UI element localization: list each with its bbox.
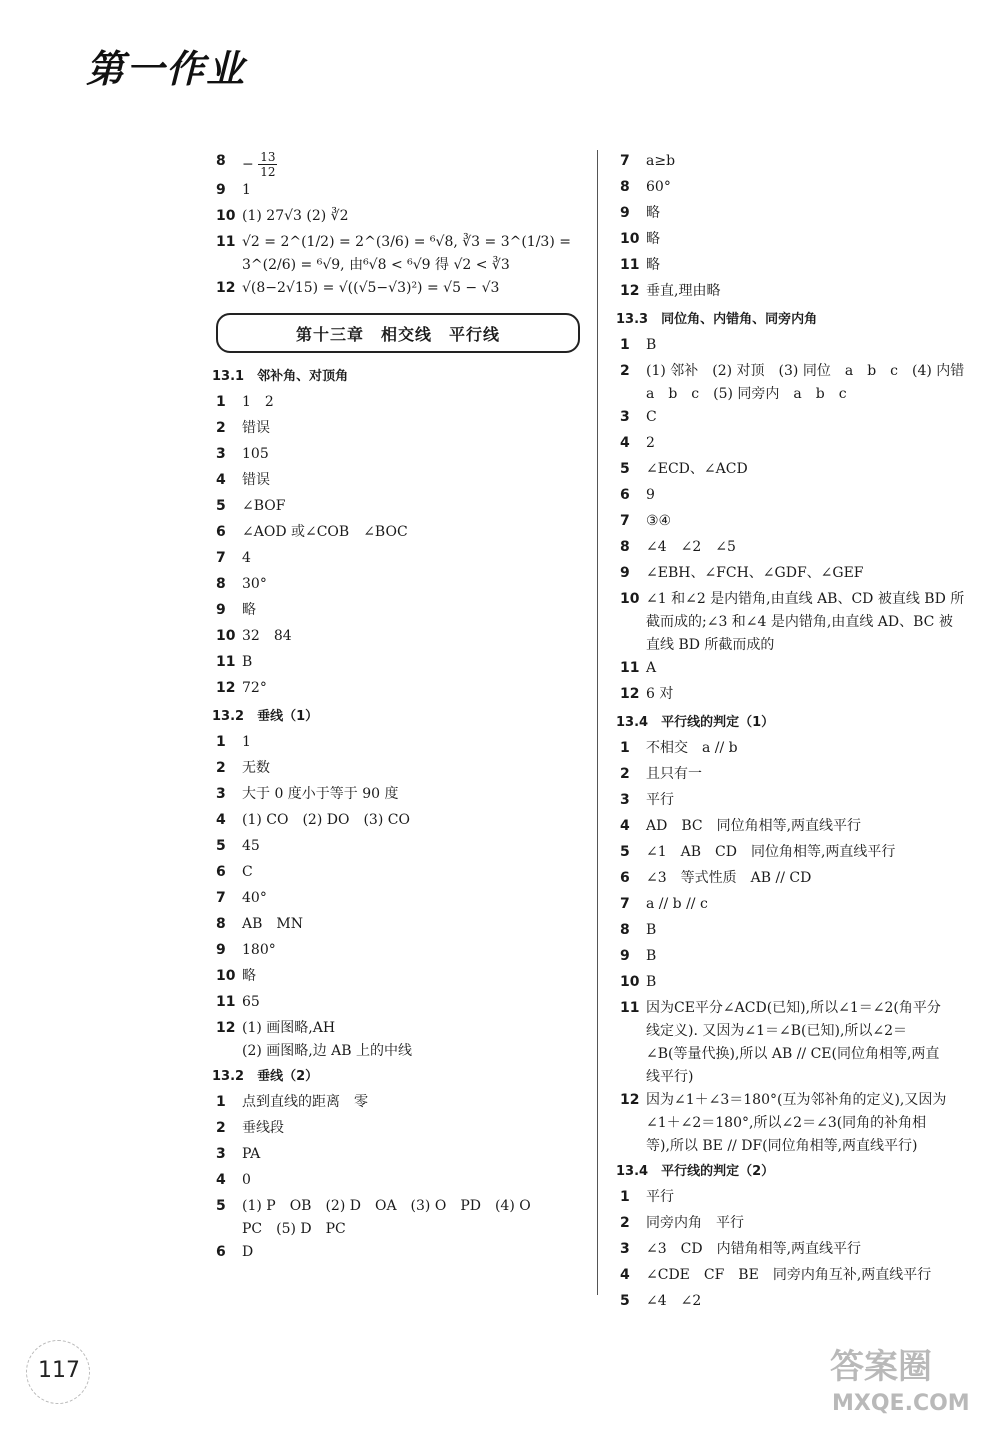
answer-item: [212, 391, 580, 417]
answer-item: [212, 757, 580, 783]
answer-item: [616, 254, 986, 280]
answer-item: [616, 1264, 986, 1290]
answer-item: [212, 443, 580, 469]
answer-item: [212, 783, 580, 809]
answer-number: 11: [216, 234, 236, 250]
answer-number: 5: [620, 1293, 630, 1309]
watermark-logo: [822, 1336, 982, 1416]
answer-text: 错误: [242, 472, 270, 488]
page-number: 117: [38, 1358, 80, 1383]
answer-item: [616, 510, 986, 536]
answer-text: 65: [242, 994, 260, 1010]
answer-item: [616, 588, 986, 657]
answer-number: 9: [216, 942, 226, 958]
answer-text: A: [646, 660, 657, 676]
answer-number: 4: [620, 818, 630, 834]
answer-text: a≥b: [646, 153, 676, 169]
answer-number: 1: [216, 734, 226, 750]
answer-item: [616, 841, 986, 867]
answer-text: PC (5) D PC: [242, 1221, 346, 1237]
answer-text: 线平行): [646, 1069, 694, 1085]
answer-number: 11: [620, 257, 640, 273]
section-title: 13.4 平行线的判定（1）: [616, 715, 775, 730]
answer-item: [616, 683, 986, 709]
answer-text: ∠1 AB CD 同位角相等,两直线平行: [646, 844, 896, 860]
answer-item: [616, 971, 986, 997]
answer-number: 6: [620, 870, 630, 886]
answer-text: (1) 邻补 (2) 对顶 (3) 同位 a b c (4) 内错: [646, 363, 965, 379]
answer-text: 180°: [242, 942, 276, 958]
section-title: 13.4 平行线的判定（2）: [616, 1164, 775, 1179]
answer-item: [212, 417, 580, 443]
answer-number: 10: [620, 591, 640, 607]
answer-number: 1: [620, 1189, 630, 1205]
answer-number: 12: [620, 283, 640, 299]
answer-text: ∠BOF: [242, 498, 286, 514]
answer-item: [212, 965, 580, 991]
answer-text: 线定义). 又因为∠1＝∠B(已知),所以∠2＝: [646, 1023, 908, 1039]
answer-text: (2) 画图略,边 AB 上的中线: [242, 1043, 413, 1059]
answer-text: 且只有一: [646, 766, 702, 782]
answer-number: 4: [620, 435, 630, 451]
answer-item: [212, 625, 580, 651]
answer-item: [616, 562, 986, 588]
answer-text: 105: [242, 446, 269, 462]
right-column: [616, 150, 986, 1316]
answer-text: a b c (5) 同旁内 a b c: [646, 386, 847, 402]
answer-text: B: [242, 654, 253, 670]
answer-text: 无数: [242, 760, 270, 776]
answer-text: ∠4 ∠2: [646, 1293, 702, 1309]
answer-item: [616, 484, 986, 510]
answer-number: 1: [620, 337, 630, 353]
answer-number: 9: [216, 182, 226, 198]
answer-number: 4: [216, 1172, 226, 1188]
left-sections: [212, 365, 580, 1267]
answer-text: (1) 画图略,AH: [242, 1020, 336, 1036]
answer-item: [212, 1091, 580, 1117]
answer-item: [616, 737, 986, 763]
section-title: 13.2 垂线（2）: [212, 1069, 319, 1084]
answer-number: 5: [620, 844, 630, 860]
answer-item: [616, 657, 986, 683]
answer-number: 2: [620, 363, 630, 379]
answer-item: [212, 599, 580, 625]
answer-text: 9: [646, 487, 655, 503]
answer-item: [212, 1143, 580, 1169]
answer-item: [212, 231, 580, 277]
answer-text: 点到直线的距离 零: [242, 1094, 368, 1110]
answer-text: C: [242, 864, 253, 880]
answer-text: ∠4 ∠2 ∠5: [646, 539, 736, 555]
answer-text: ∠1＋∠2＝180°,所以∠2＝∠3(同角的补角相: [646, 1115, 927, 1131]
answer-item: [616, 432, 986, 458]
answer-number: 2: [216, 420, 226, 436]
answer-item: [616, 763, 986, 789]
answer-number: 3: [620, 1241, 630, 1257]
answer-text: 截而成的;∠3 和∠4 是内错角,由直线 AD、BC 被: [646, 614, 953, 630]
answer-number: 10: [216, 628, 236, 644]
answer-number: 11: [620, 1000, 640, 1016]
answer-number: 10: [216, 968, 236, 984]
answer-text: 不相交 a // b: [646, 740, 738, 756]
brand-logo: 第一作业: [86, 46, 247, 91]
answer-item: [212, 861, 580, 887]
answer-item: [212, 277, 580, 303]
answer-item: [212, 547, 580, 573]
answer-item: [212, 913, 580, 939]
answer-text: 略: [646, 231, 660, 247]
answer-text: 因为CE平分∠ACD(已知),所以∠1＝∠2(角平分: [646, 1000, 941, 1016]
left-top-answers: [212, 179, 580, 303]
answer-number: 12: [216, 680, 236, 696]
answer-number: 9: [216, 602, 226, 618]
answer-text: C: [646, 409, 657, 425]
answer-text: ∠3 CD 内错角相等,两直线平行: [646, 1241, 862, 1257]
answer-text: ③④: [646, 513, 672, 529]
answer-number: 8: [216, 153, 226, 169]
answer-item: [212, 573, 580, 599]
answer-text: B: [646, 948, 657, 964]
answer-item: [616, 997, 986, 1089]
answer-text: B: [646, 337, 657, 353]
answer-text: 0: [242, 1172, 251, 1188]
answer-item: [212, 495, 580, 521]
answer-item: [212, 731, 580, 757]
answer-number: 6: [216, 864, 226, 880]
answer-item: [212, 521, 580, 547]
answer-item: [212, 651, 580, 677]
answer-text: 1: [242, 182, 251, 198]
answer-number: 7: [216, 550, 226, 566]
answer-text: 4: [242, 550, 251, 566]
answer-item: [616, 228, 986, 254]
answer-text: 1 2: [242, 394, 274, 410]
answer-item: [616, 815, 986, 841]
answer-item: [212, 1241, 580, 1267]
answer-item: [616, 150, 986, 176]
watermark-glyphs: 答案圈: [830, 1347, 932, 1387]
answer-item: [212, 809, 580, 835]
answer-item: [212, 677, 580, 703]
answer-number: 9: [620, 565, 630, 581]
answer-text: 32 84: [242, 628, 292, 644]
answer-item: [212, 939, 580, 965]
answer-text: 垂线段: [242, 1120, 284, 1136]
answer-text: (1) P OB (2) D OA (3) O PD (4) O: [242, 1198, 531, 1214]
answer-text: B: [646, 974, 657, 990]
answer-number: 3: [216, 786, 226, 802]
answer-text: ∠EBH、∠FCH、∠GDF、∠GEF: [646, 565, 864, 581]
answer-number: 2: [216, 1120, 226, 1136]
answer-text: 6 对: [646, 686, 674, 702]
answer-number: 10: [620, 231, 640, 247]
answer-item: [616, 1290, 986, 1316]
answer-text: 略: [242, 602, 256, 618]
left-column: [212, 150, 580, 1267]
answer-item: [212, 1017, 580, 1063]
answer-text: √(8−2√15) = √((√5−√3)²) = √5 − √3: [242, 280, 500, 296]
answer-number: 12: [216, 280, 236, 296]
answer-text: 2: [646, 435, 655, 451]
answer-item: [212, 1195, 580, 1241]
answer-item: [212, 469, 580, 495]
answer-text: ∠B(等量代换),所以 AB // CE(同位角相等,两直: [646, 1046, 940, 1062]
answer-number: 11: [216, 654, 236, 670]
answer-number: 12: [620, 686, 640, 702]
answer-text: AD BC 同位角相等,两直线平行: [646, 818, 862, 834]
answer-number: 7: [620, 153, 630, 169]
answer-number: 6: [216, 1244, 226, 1260]
fraction-numerator: 13: [260, 150, 276, 164]
answer-text: 平行: [646, 1189, 674, 1205]
answer-number: 8: [216, 916, 226, 932]
answer-item: [212, 1117, 580, 1143]
answer-text: 1: [242, 734, 251, 750]
answer-text: 略: [646, 205, 660, 221]
fraction: [258, 150, 277, 179]
answer-item: [212, 150, 580, 179]
answer-number: 9: [620, 205, 630, 221]
answer-item: [616, 334, 986, 360]
answer-number: 6: [216, 524, 226, 540]
answer-item: [212, 205, 580, 231]
section-title: 13.3 同位角、内错角、同旁内角: [616, 312, 818, 327]
answer-text: 略: [242, 968, 256, 984]
answer-text: ∠3 等式性质 AB // CD: [646, 870, 812, 886]
answer-number: 3: [216, 1146, 226, 1162]
answer-number: 2: [216, 760, 226, 776]
answer-item: [616, 406, 986, 432]
answer-text: 平行: [646, 792, 674, 808]
answer-number: 4: [216, 812, 226, 828]
answer-text: PA: [242, 1146, 261, 1162]
answer-item: [212, 179, 580, 205]
answer-item: [616, 1089, 986, 1158]
answer-text: ∠1 和∠2 是内错角,由直线 AB、CD 被直线 BD 所: [646, 591, 965, 607]
answer-number: 8: [620, 179, 630, 195]
answer-text: 同旁内角 平行: [646, 1215, 744, 1231]
answer-number: 4: [620, 1267, 630, 1283]
section-title: 13.2 垂线（1）: [212, 709, 319, 724]
answer-item: [212, 1169, 580, 1195]
answer-item: [616, 458, 986, 484]
answer-text: 因为∠1＋∠3＝180°(互为邻补角的定义),又因为: [646, 1092, 947, 1108]
answer-number: 5: [216, 1198, 226, 1214]
answer-number: 11: [216, 994, 236, 1010]
answer-text: 60°: [646, 179, 671, 195]
answer-number: 5: [216, 838, 226, 854]
answer-text: D: [242, 1244, 254, 1260]
answer-text: (1) CO (2) DO (3) CO: [242, 812, 410, 828]
answer-text: 错误: [242, 420, 270, 436]
answer-number: 12: [620, 1092, 640, 1108]
answer-item: [616, 280, 986, 306]
answer-text: a // b // c: [646, 896, 708, 912]
answer-number: 10: [620, 974, 640, 990]
answer-item: [616, 789, 986, 815]
answer-number: 5: [620, 461, 630, 477]
answer-number: 3: [620, 792, 630, 808]
watermark-text: MXQE.COM: [832, 1391, 970, 1416]
answer-text: 大于 0 度小于等于 90 度: [242, 786, 399, 802]
answer-number: 9: [620, 948, 630, 964]
answer-number: 4: [216, 472, 226, 488]
answer-item: [616, 945, 986, 971]
chapter-title: 第十三章 相交线 平行线: [216, 313, 580, 353]
answer-item: [616, 176, 986, 202]
answer-number: 2: [620, 766, 630, 782]
answer-text: 略: [646, 257, 660, 273]
answer-text: 等),所以 BE // DF(同位角相等,两直线平行): [646, 1138, 918, 1154]
answer-item: [616, 893, 986, 919]
answer-number: 12: [216, 1020, 236, 1036]
answer-number: 1: [216, 394, 226, 410]
answer-number: 7: [620, 896, 630, 912]
answer-item: [212, 835, 580, 861]
answer-number: 3: [620, 409, 630, 425]
answer-number: 5: [216, 498, 226, 514]
answer-item: [616, 867, 986, 893]
answer-text: 垂直,理由略: [646, 283, 721, 299]
answer-number: 3: [216, 446, 226, 462]
answer-number: 6: [620, 487, 630, 503]
answer-item: [212, 991, 580, 1017]
answer-item: [616, 919, 986, 945]
answer-text: (1) 27√3 (2) ∛2: [242, 208, 349, 224]
answer-item: [212, 887, 580, 913]
answer-text: 72°: [242, 680, 267, 696]
answer-number: 8: [620, 922, 630, 938]
answer-number: 8: [216, 576, 226, 592]
right-sections: [616, 308, 986, 1316]
answer-item: [616, 1212, 986, 1238]
answer-text: 30°: [242, 576, 267, 592]
answer-number: 2: [620, 1215, 630, 1231]
section-title: 13.1 邻补角、对顶角: [212, 369, 349, 384]
answer-item: [616, 1238, 986, 1264]
answer-text: ∠CDE CF BE 同旁内角互补,两直线平行: [646, 1267, 932, 1283]
answer-text: ∠AOD 或∠COB ∠BOC: [242, 524, 408, 540]
answer-number: 10: [216, 208, 236, 224]
answer-number: 1: [620, 740, 630, 756]
answer-item: [616, 1186, 986, 1212]
answer-number: 7: [620, 513, 630, 529]
answer-number: 7: [216, 890, 226, 906]
answer-number: 1: [216, 1094, 226, 1110]
answer-text: AB MN: [242, 916, 303, 932]
answer-text: 45: [242, 838, 260, 854]
right-top-answers: [616, 150, 986, 306]
column-divider: [597, 150, 598, 1295]
answer-text: √2 = 2^(1/2) = 2^(3/6) = ⁶√8, ∛3 = 3^(1/3) = 3^(2/6) = ⁶√9, 由⁶√8 < ⁶√9 得 √2 < ∛3: [242, 234, 571, 273]
answer-number: 11: [620, 660, 640, 676]
answer-text: ∠ECD、∠ACD: [646, 461, 748, 477]
answer-text: B: [646, 922, 657, 938]
minus-sign: −: [242, 156, 254, 173]
answer-number: 8: [620, 539, 630, 555]
answer-item: [616, 360, 986, 406]
answer-text: 直线 BD 所截而成的: [646, 637, 775, 653]
answer-text: 40°: [242, 890, 267, 906]
fraction-denominator: 12: [260, 165, 276, 179]
answer-item: [616, 202, 986, 228]
answer-item: [616, 536, 986, 562]
